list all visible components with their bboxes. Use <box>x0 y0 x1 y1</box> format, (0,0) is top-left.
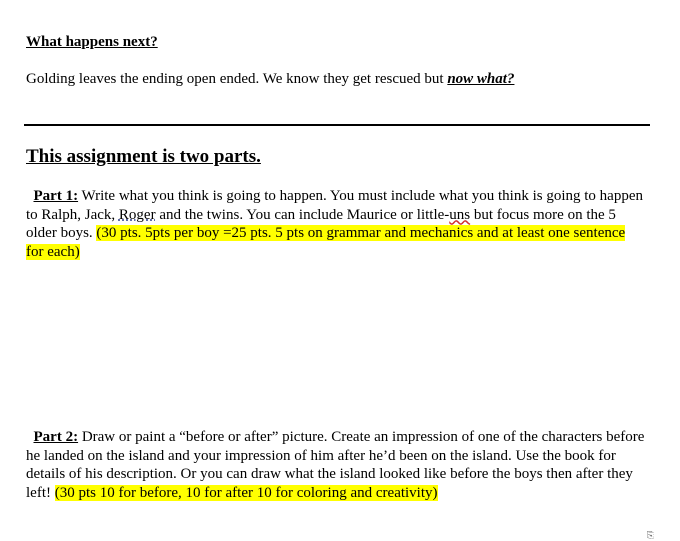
intro-emphasis: now what? <box>447 71 515 87</box>
part1-uns: uns <box>449 206 471 223</box>
part2-points-highlight: (30 pts 10 for before, 10 for after 10 for coloring and creativity) <box>54 484 438 501</box>
part1-points-highlight: (30 pts. 5pts per boy =25 pts. 5 pts on grammar and mechanics and at least one sentence for each) <box>26 225 626 260</box>
part1-roger: Roger <box>118 206 156 223</box>
part2-paragraph <box>26 428 646 502</box>
part1-label: Part 1: <box>33 188 79 204</box>
part1-text-a: Write what you think is going to happen. You must include what you think is going to happen to Ralph, Jack, <box>26 188 643 223</box>
part1-text-c: but focus more on the 5 older boys. <box>26 206 616 241</box>
section-heading: What happens next? <box>26 34 158 50</box>
part1-text-b: and the twins. You can include Maurice or little- <box>155 206 450 223</box>
part1-paragraph <box>26 187 646 261</box>
intro-paragraph <box>26 71 514 88</box>
intro-text: Golding leaves the ending open ended. We know they get rescued but <box>26 71 448 87</box>
part2-label: Part 2: <box>33 429 79 445</box>
assignment-title: This assignment is two parts. <box>26 146 261 167</box>
horizontal-rule <box>24 124 650 126</box>
part2-text: Draw or paint a “before or after” picture. Create an impression of one of the characters before he landed on the island and your impression of him after he’d been on the island. Use the book for details of his description. Or you can draw what the island looked like before the boys then after they left! <box>26 429 645 501</box>
paste-options-icon[interactable]: ⎘ <box>646 530 654 540</box>
